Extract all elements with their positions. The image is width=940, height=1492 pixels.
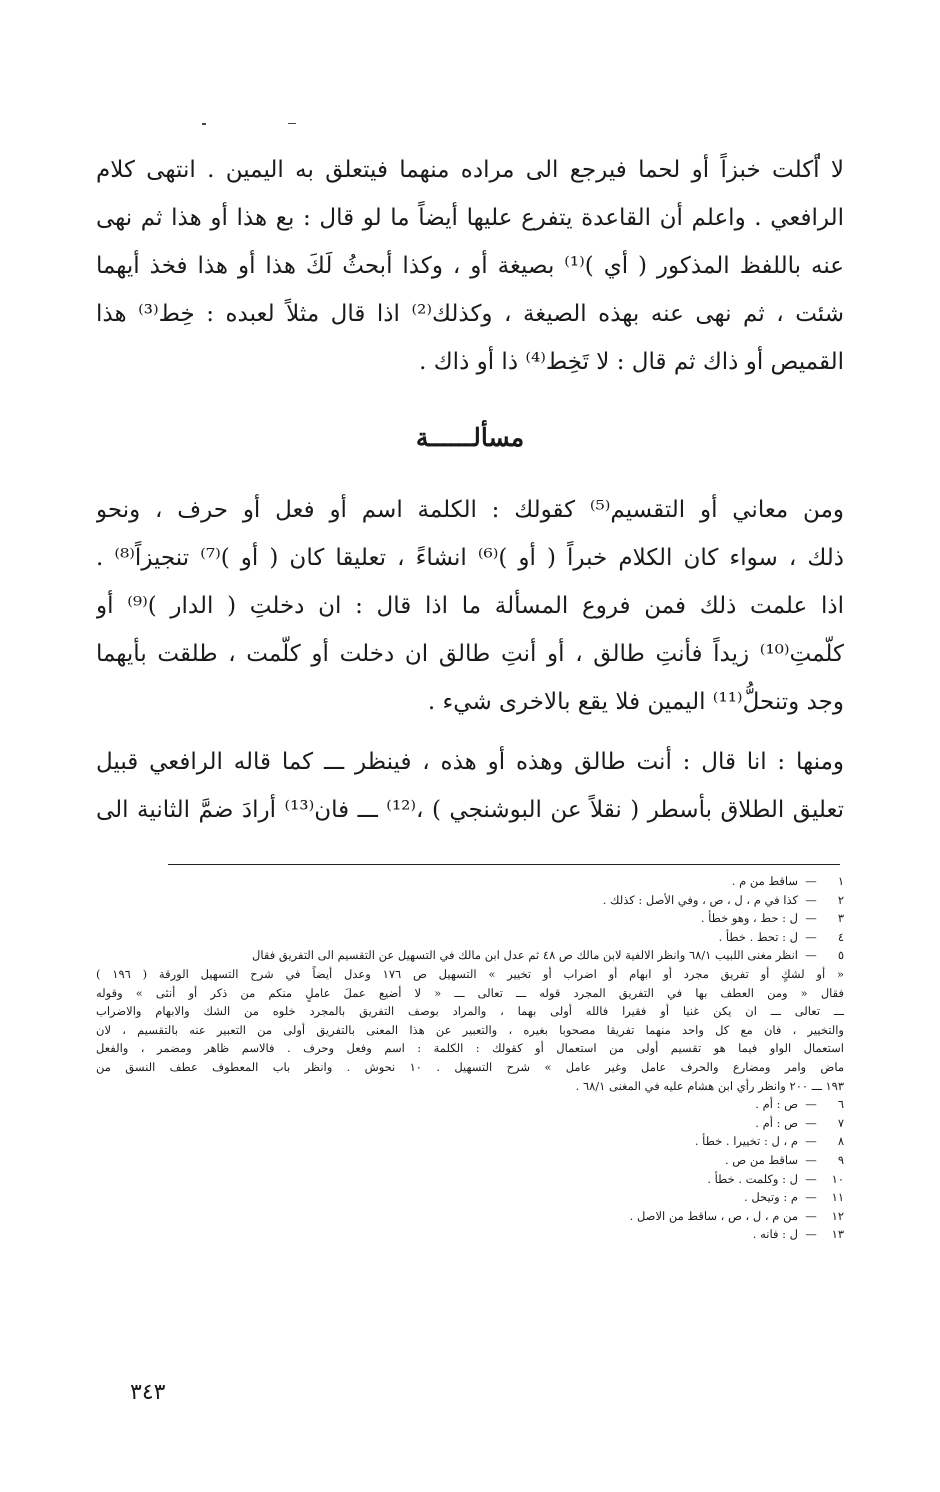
footnote-continuation-line: استعمال الواو فيما هو تقسيم أولى من استعمال أو كقولك : الكلمة : اسم وفعل وحرف . فالاسم ظاهر ومضمر ، والفعل	[96, 1041, 844, 1056]
footnote-dash: —	[805, 1227, 817, 1242]
footnote	[96, 1095, 844, 1114]
text-line: عنه باللفظ المذكور ( أي )⁽¹⁾ بصيغة أو ، وكذا أبحثُ لَكَ هذا أو هذا فخذ أيهما	[96, 253, 844, 279]
footnote-text: ل : حط ، وهو خطأ .	[700, 911, 798, 926]
footnote-dash: —	[805, 1171, 817, 1186]
footnote-number: ١٢	[831, 1208, 844, 1223]
text-line: ومنها : انا قال : أنت طالق وهذه أو هذه ، فينظر ـــ كما قاله الرافعي قبيل	[96, 749, 844, 775]
footnote-number: ١	[837, 874, 844, 888]
section-heading: مسألــــــة	[415, 423, 525, 452]
footnote-continuation-line: والتخيير ، فان مع كل واحد منهما تفريقا مصحوبا بغيره ، والتعبير عن هذا المعنى بالتفريق أولى من التعبير عنه بالتقسيم ، لان	[96, 1022, 844, 1037]
footnote	[96, 1225, 844, 1244]
footnote	[96, 872, 844, 891]
paragraph-3	[96, 738, 844, 834]
text-line: شئت ، ثم نهى عنه بهذه الصيغة ، وكذلك⁽²⁾ اذا قال مثلاً لعبده : خِط⁽³⁾ هذا	[96, 301, 844, 327]
footnote-dash: —	[805, 1152, 817, 1167]
footnote-text: كذا في م ، ل ، ص ، وفي الأصل : كذلك .	[602, 892, 798, 907]
footnote-dash: —	[805, 1097, 817, 1112]
footnote-text: م ، ل : تخييرا . خطأ .	[694, 1134, 798, 1149]
footnote-number: ٣	[837, 911, 844, 926]
footnote-number: ١١	[831, 1190, 844, 1205]
footnote-continuation-line: ـــ تعالى ـــ ان يكن غنيا أو فقيرا فالله أولى بهما ، والمراد بوصف التفريق بالمجرد خلوه من الشك والابهام والاضراب	[96, 1004, 844, 1019]
footnotes	[96, 872, 844, 1244]
footnote-text: من م ، ل ، ص ، ساقط من الاصل .	[629, 1208, 798, 1223]
footnote	[96, 891, 844, 910]
footnote	[96, 1170, 844, 1189]
footnote	[96, 1132, 844, 1151]
text-line: وجد وتنحلُّ⁽¹¹⁾ اليمين فلا يقع بالاخرى شيء .	[427, 689, 844, 715]
text-line: كلّمتِ⁽¹⁰⁾ زيداً فأنتِ طالق ، أو أنتِ طالق ان دخلت أو كلّمت ، طلقت بأيهما	[96, 641, 844, 667]
paragraph-1	[96, 146, 844, 386]
footnote-text: انظر مغنى اللبيب ٦٨/١ وانظر الالفية لابن مالك ص ٤٨ ثم عدل ابن مالك في التسهيل عن التقسيم الى التفريق فقال	[252, 948, 798, 963]
footnote-text: ساقط من م .	[731, 874, 798, 888]
footnote	[96, 1114, 844, 1133]
footnote-separator	[168, 864, 840, 865]
footnote-number: ٥	[837, 948, 844, 963]
footnote-dash: —	[805, 911, 817, 926]
footnote-dash: —	[805, 1134, 817, 1149]
footnote	[96, 1207, 844, 1226]
text-line: ذلك ، سواء كان الكلام خبراً ( أو )⁽⁶⁾ انشاءً ، تعليقا كان ( أو )⁽⁷⁾ تنجيزاً⁽⁸⁾ .	[96, 545, 844, 571]
footnote-number: ١٠	[831, 1171, 844, 1186]
footnote-number: ٢	[837, 892, 844, 907]
footnote	[96, 1188, 844, 1207]
footnote-continuation-line: ١٩٣ ـــ ٢٠٠ وانظر رأي ابن هشام عليه في المغنى ٦٨/١ .	[575, 1078, 844, 1093]
footnote-dash: —	[805, 874, 817, 888]
footnote-continuation-line: فقال « ومن العطف بها في التفريق المجرد قوله ـــ تعالى ـــ « لا أضيع عملَ عاملٍ منكم من ذكر أو أنثى » وقوله	[96, 985, 844, 1000]
text-line: ومن معاني أو التقسيم⁽⁵⁾ كقولك : الكلمة اسم أو فعل أو حرف ، ونحو	[96, 497, 844, 523]
text-line: القميص أو ذاك ثم قال : لا تَخِط⁽⁴⁾ ذا أو ذاك .	[419, 349, 844, 375]
footnote	[96, 928, 844, 947]
footnote-text: م : وتيحل .	[744, 1190, 798, 1205]
footnote-dash: —	[805, 948, 817, 963]
footnote-text: ساقط من ص .	[725, 1152, 798, 1167]
footnote-text: ل : فانه .	[752, 1227, 798, 1242]
footnote-continuation-line: ماض وامر ومضارع والحرف عامل وغير عامل » شرح التسهيل . ١٠ نحوش . وانظر باب المعطوف عطف النسق من	[96, 1059, 844, 1074]
footnote-number: ٤	[837, 929, 844, 944]
paragraph-2	[96, 486, 844, 726]
page-number: ٣٤٣	[130, 1380, 166, 1405]
footnote-number: ٩	[837, 1152, 844, 1167]
footnote-number: ٨	[837, 1134, 844, 1149]
footnote-continuation-line: « أو لشكٍ أو تفريق مجرد أو ابهام أو اضراب أو تخيير » التسهيل ص ١٧٦ وعدل أيضاً في شرح التسهيل الورقة ( ١٩٦ )	[96, 966, 844, 981]
text-line: لا أكلت خبزاً أو لحما فيرجع الى مراده منهما فيتعلق به اليمين . انتهى كلام	[96, 157, 844, 183]
footnote-dash: —	[805, 1190, 817, 1205]
footnote-dash: —	[805, 892, 817, 907]
footnote-text: ص : أم .	[755, 1097, 798, 1112]
footnote-number: ١٣	[831, 1227, 844, 1242]
footnote	[96, 1151, 844, 1170]
footnote-text: ل : تحط . خطأ .	[718, 929, 798, 944]
footnote	[96, 946, 844, 965]
footnote-dash: —	[805, 1115, 817, 1130]
footnote-dash: —	[805, 1208, 817, 1223]
footnote-number: ٦	[837, 1097, 844, 1112]
text-line: الرافعي . واعلم أن القاعدة يتفرع عليها أيضاً ما لو قال : بع هذا أو هذا ثم نهى	[96, 205, 844, 231]
text-line: تعليق الطلاق بأسطر ( نقلاً عن البوشنجي ) ،⁽¹²⁾ ـــ فان⁽¹³⁾ أرادَ ضمَّ الثانية الى	[96, 797, 844, 823]
footnote-text: ص : أم .	[755, 1115, 798, 1130]
footnote-dash: —	[805, 929, 817, 944]
footnote	[96, 909, 844, 928]
footnote-text: ل : وكلمت . خطأ .	[707, 1171, 798, 1186]
text-line: اذا علمت ذلك فمن فروع المسألة ما اذا قال : ان دخلتِ ( الدار )⁽⁹⁾ أو	[96, 593, 844, 619]
footnote-number: ٧	[837, 1115, 844, 1130]
